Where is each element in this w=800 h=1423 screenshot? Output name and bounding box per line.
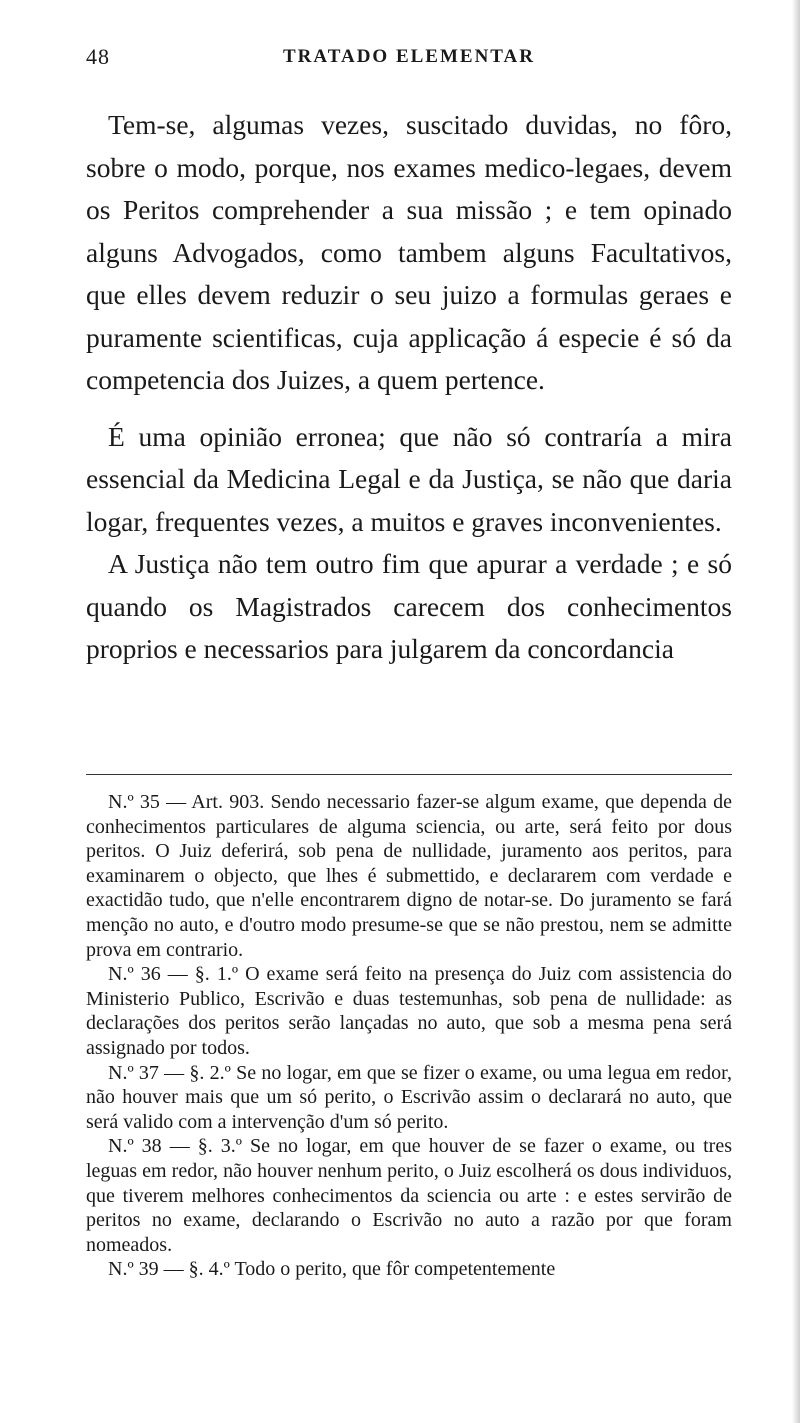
paragraph: A Justiça não tem outro fim que apurar a verdade ; e só quando os Magistrados carecem dos conhecimentos proprios e necessarios para julgarem da concordancia bbox=[86, 548, 732, 664]
page-number: 48 bbox=[86, 44, 110, 69]
footnote: N.º 37 — §. 2.º Se no logar, em que se fizer o exame, ou uma legua em redor, não houver mais que um só perito, o Escrivão assim o declarará no auto, que será valido com a intervenção d'um só perito. bbox=[86, 1061, 732, 1133]
page-header bbox=[86, 44, 732, 84]
footnote: N.º 39 — §. 4.º Todo o perito, que fôr competentemente bbox=[108, 1258, 556, 1281]
footnote: N.º 38 — §. 3.º Se no logar, em que houver de se fazer o exame, ou tres leguas em redor, não houver nenhum perito, o Juiz escolherá os dous individuos, que tiverem melhores conhecimentos da sciencia ou arte : e estes servirão de peritos no exame, declarando o Escrivão no auto a razão por que foram nomeados. bbox=[86, 1135, 732, 1256]
footnote: N.º 36 — §. 1.º O exame será feito na presença do Juiz com assistencia do Ministerio Publico, Escrivão e duas testemunhas, sob pena de nullidade: as declarações dos peritos serão lançadas no auto, que sob a mesma pena será assignado por todos. bbox=[86, 963, 732, 1059]
footnote-divider bbox=[86, 774, 732, 775]
paragraph: Tem-se, algumas vezes, suscitado duvidas, no fôro, sobre o modo, porque, nos exames medico-legaes, devem os Peritos comprehender a sua missão ; e tem opinado alguns Advogados, como tambem alguns Facultativos, que elles devem reduzir o seu juizo a formulas geraes e puramente scientificas, cuja applicação á especie é só da competencia dos Juizes, a quem pertence. bbox=[86, 109, 732, 395]
paragraph: É uma opinião erronea; que não só contraría a mira essencial da Medicina Legal e da Justiça, se não que daria logar, frequentes vezes, a muitos e graves inconvenientes. bbox=[86, 420, 732, 537]
footnote: N.º 35 — Art. 903. Sendo necessario fazer-se algum exame, que dependa de conhecimentos particulares de alguma sciencia, ou arte, será feito por dous peritos. O Juiz deferirá, sob pena de nullidade, juramento aos peritos, para examinarem o objecto, que lhes é submettido, e declararem com verdade e exactidão tudo, que n'elle encontrarem digno de notar-se. Do juramento se fará menção no auto, e d'outro modo presume-se que se não prestou, nem se admitte prova em contrario. bbox=[86, 791, 732, 961]
page-edge-shadow bbox=[792, 0, 800, 1423]
running-head: TRATADO ELEMENTAR bbox=[283, 46, 535, 67]
main-text bbox=[86, 104, 732, 671]
footnotes bbox=[86, 790, 732, 1282]
